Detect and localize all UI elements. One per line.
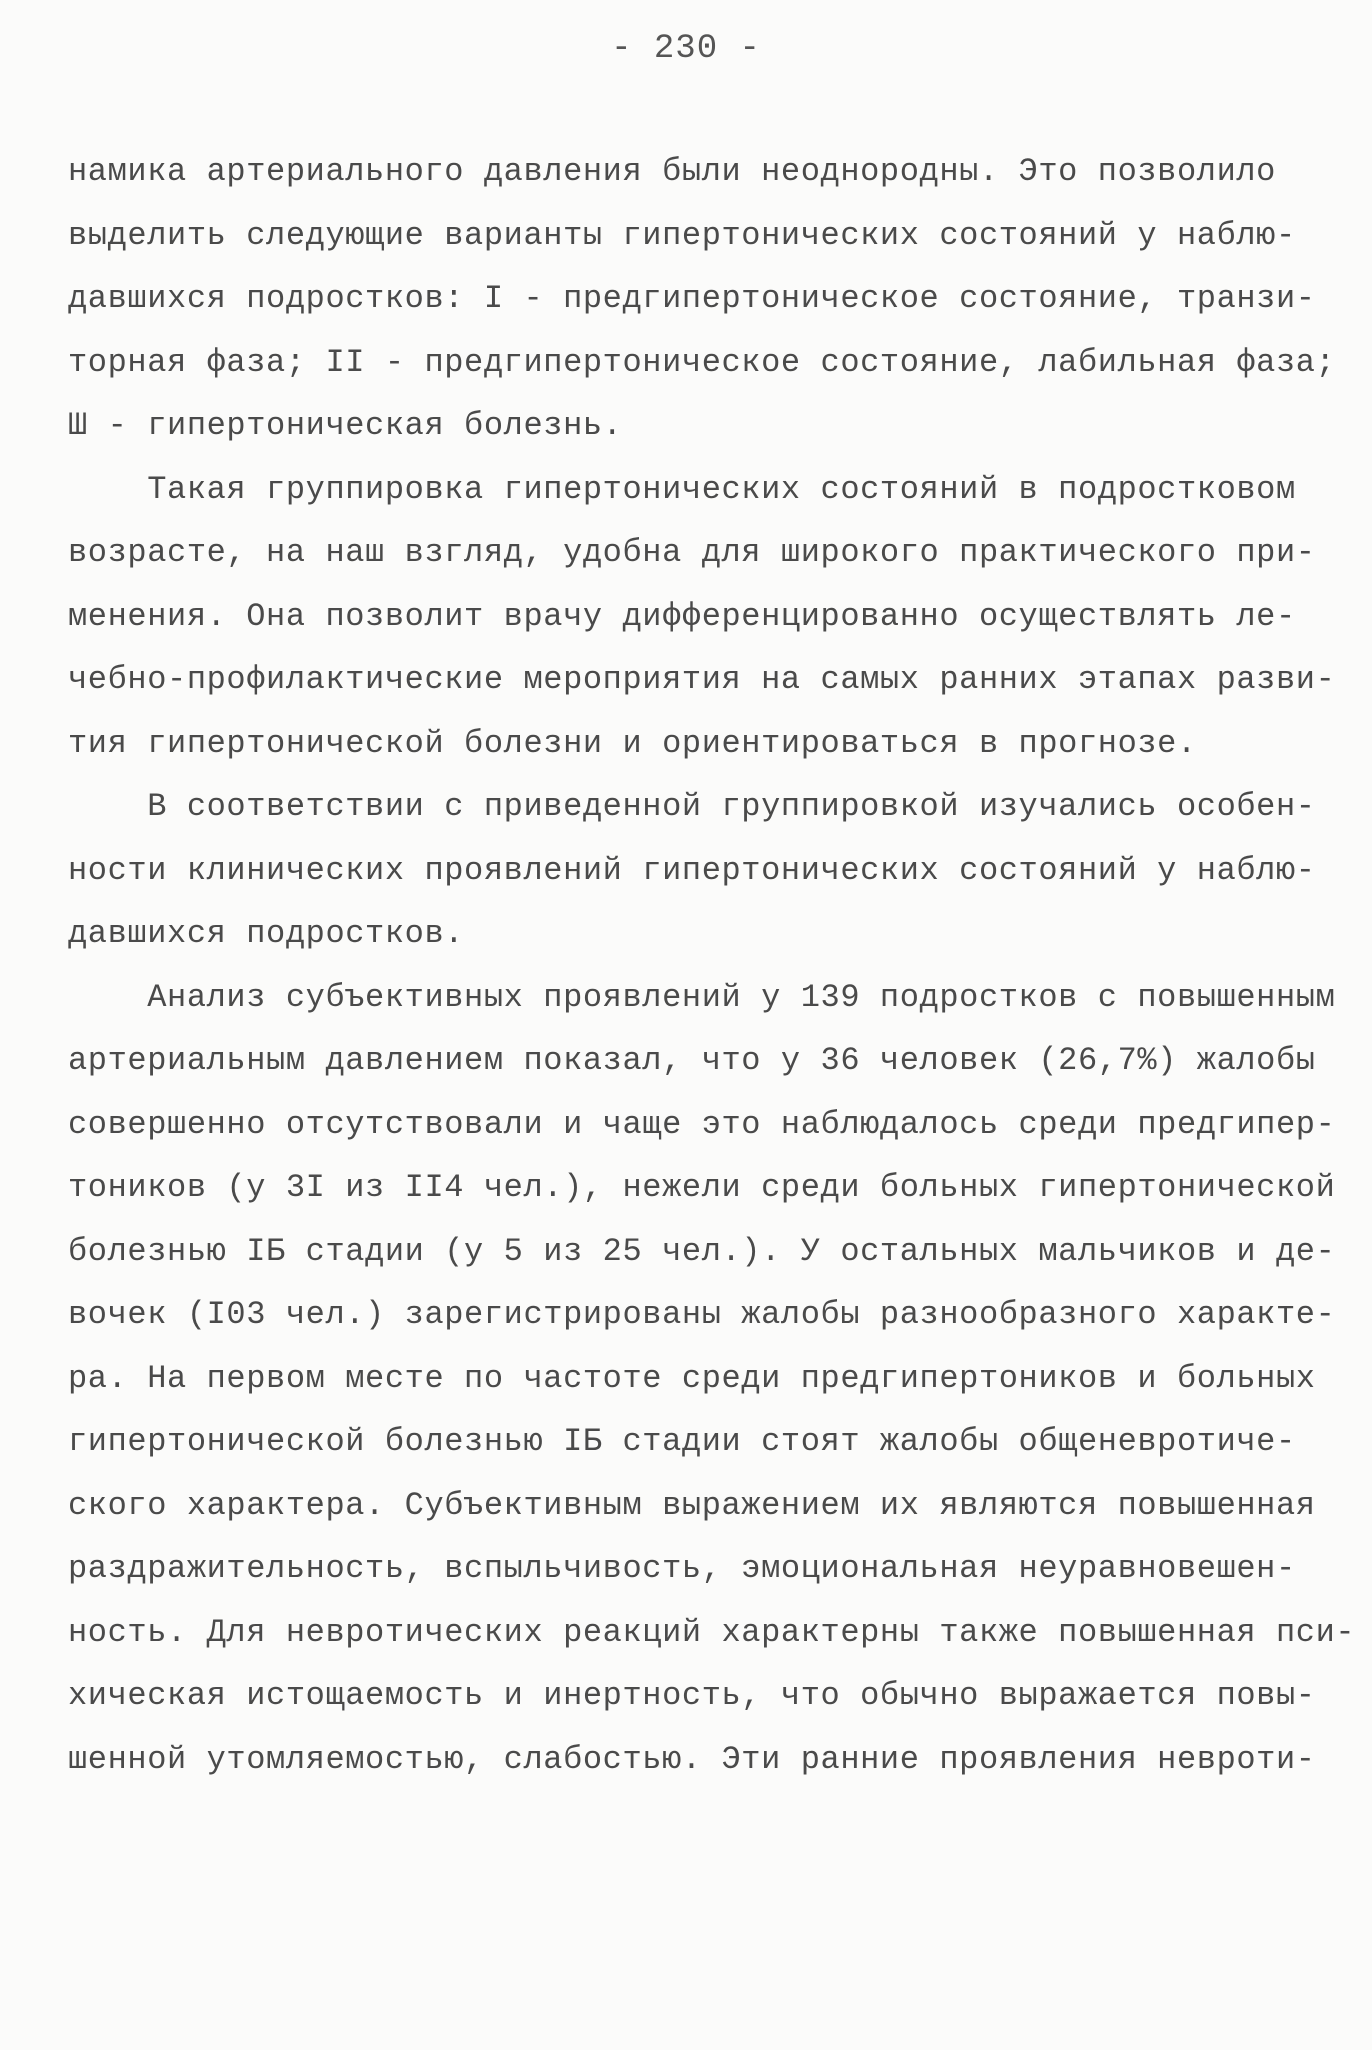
text-line: ра. На первом месте по частоте среди предгипертоников и больных bbox=[68, 1359, 1316, 1397]
text-line: вочек (I03 чел.) зарегистрированы жалобы разнообразного характе- bbox=[68, 1296, 1336, 1333]
text-line: менения. Она позволит врачу дифференцированно осуществлять ле- bbox=[68, 597, 1296, 635]
text-line: тия гипертонической болезни и ориентироваться в прогнозе. bbox=[68, 724, 1197, 762]
text-line: болезнью IБ стадии (у 5 из 25 чел.). У остальных мальчиков и де- bbox=[68, 1232, 1336, 1270]
paragraph-2 bbox=[68, 458, 1336, 776]
text-line: Анализ субъективных проявлений у 139 подростков с повышенным bbox=[68, 978, 1336, 1016]
paragraph-3 bbox=[68, 775, 1316, 966]
text-line: возрасте, на наш взгляд, удобна для широкого практического при- bbox=[68, 534, 1316, 571]
text-line: давшихся подростков. bbox=[68, 915, 465, 952]
text-line: ности клинических проявлений гипертонических состояний у наблю- bbox=[68, 851, 1316, 889]
text-line: Такая группировка гипертонических состояний в подростковом bbox=[68, 470, 1296, 508]
text-line: выделить следующие варианты гипертонических состояний у наблю- bbox=[68, 216, 1296, 254]
text-line: хическая истощаемость и инертность, что обычно выражается повы- bbox=[68, 1677, 1316, 1714]
body-text bbox=[68, 140, 1356, 1791]
paragraph-1 bbox=[68, 140, 1336, 458]
text-line: намика артериального давления были неоднородны. Это позволило bbox=[68, 153, 1276, 190]
text-line: давшихся подростков: I - предгипертоническое состояние, транзи- bbox=[68, 280, 1316, 317]
text-line: шенной утомляемостью, слабостью. Эти ранние проявления невроти- bbox=[68, 1740, 1316, 1778]
text-line: ность. Для невротических реакций характерны также повышенная пси- bbox=[68, 1613, 1356, 1651]
text-line: раздражительность, вспыльчивость, эмоциональная неуравновешен- bbox=[68, 1550, 1296, 1587]
text-line: совершенно отсутствовали и чаще это наблюдалось среди предгипер- bbox=[68, 1105, 1336, 1143]
text-line: чебно-профилактические мероприятия на самых ранних этапах разви- bbox=[68, 661, 1336, 698]
text-line: В соответствии с приведенной группировкой изучались особен- bbox=[68, 788, 1316, 825]
paragraph-4 bbox=[68, 966, 1356, 1792]
text-line: артериальным давлением показал, что у 36 человек (26,7%) жалобы bbox=[68, 1042, 1316, 1079]
text-line: гипертонической болезнью IБ стадии стоят жалобы общеневротиче- bbox=[68, 1423, 1296, 1460]
text-line: Ш - гипертоническая болезнь. bbox=[68, 407, 623, 444]
text-line: торная фаза; II - предгипертоническое состояние, лабильная фаза; bbox=[68, 343, 1336, 381]
text-line: тоников (у 3I из II4 чел.), нежели среди больных гипертонической bbox=[68, 1169, 1336, 1206]
page-number: - 230 - bbox=[611, 30, 761, 68]
text-line: ского характера. Субъективным выражением их являются повышенная bbox=[68, 1486, 1316, 1524]
